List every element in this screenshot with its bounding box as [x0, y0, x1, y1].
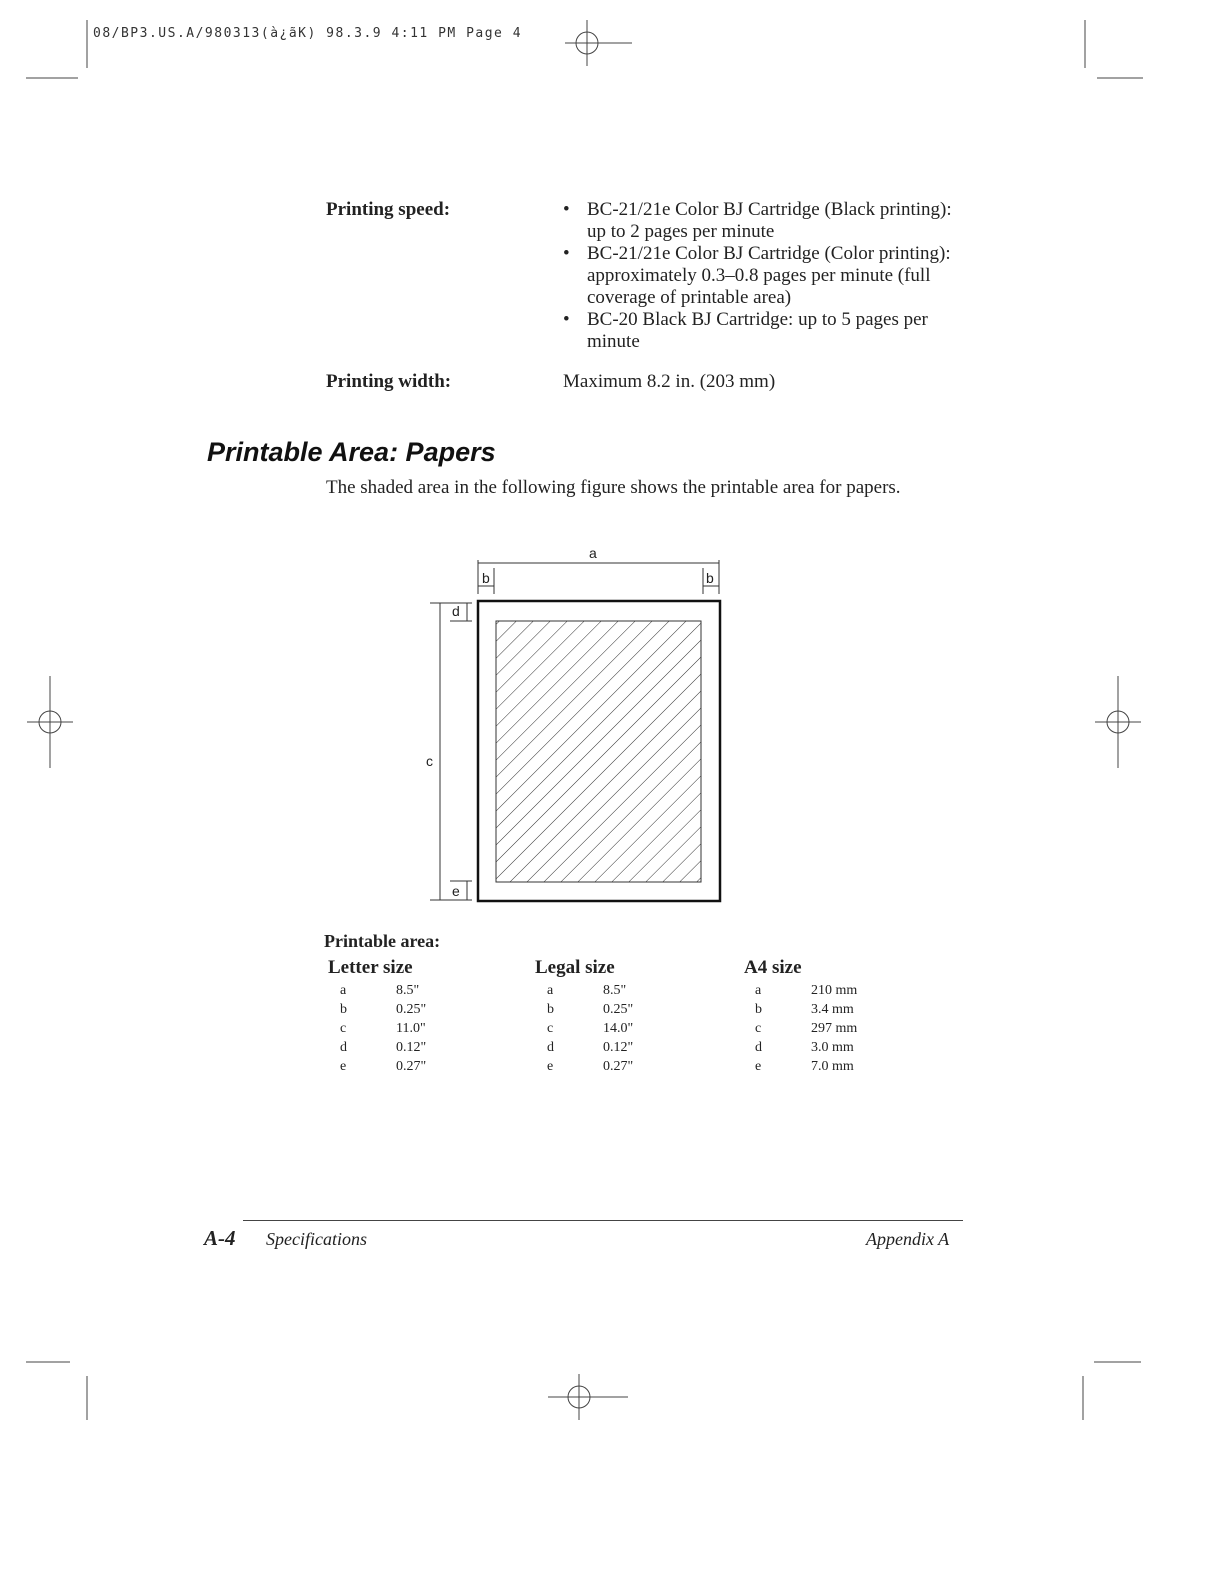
print-header: 08/BP3.US.A/980313(à¿ãK) 98.3.9 4:11 PM Page 4	[93, 26, 523, 41]
a4-row-e: e 7.0 mm	[755, 1059, 854, 1074]
a4-size-heading: A4 size	[744, 957, 802, 978]
figure-label-d: d	[452, 603, 460, 619]
printing-speed-item: • BC-21/21e Color BJ Cartridge (Black printing): up to 2 pages per minute	[563, 199, 973, 243]
footer-page-number: A-4	[204, 1226, 236, 1250]
letter-size-heading: Letter size	[328, 957, 413, 978]
figure-label-b-left: b	[482, 570, 490, 586]
printing-speed-item: • BC-20 Black BJ Cartridge: up to 5 pages per minute	[563, 309, 973, 353]
legal-size-heading: Legal size	[535, 957, 615, 978]
letter-row-c: c 11.0"	[340, 1021, 426, 1036]
printing-speed-item: • BC-21/21e Color BJ Cartridge (Color printing): approximately 0.3–0.8 pages per minute (full coverage of printable area)	[563, 243, 973, 309]
a4-row-a: a 210 mm	[755, 983, 858, 998]
footer-appendix: Appendix A	[866, 1229, 950, 1249]
a4-row-d: d 3.0 mm	[755, 1040, 854, 1055]
figure-label-c: c	[426, 753, 433, 769]
printing-width-label: Printing width:	[326, 371, 452, 392]
figure-label-b-right: b	[706, 570, 714, 586]
section-heading: Printable Area: Papers	[207, 437, 496, 467]
printing-speed-label: Printing speed:	[326, 199, 451, 220]
footer-section: Specifications	[266, 1229, 367, 1249]
letter-row-b: b 0.25"	[340, 1002, 427, 1017]
footer-rule	[243, 1220, 963, 1221]
legal-row-d: d 0.12"	[547, 1040, 634, 1055]
legal-row-b: b 0.25"	[547, 1002, 634, 1017]
a4-row-c: c 297 mm	[755, 1021, 858, 1036]
printing-width-value: Maximum 8.2 in. (203 mm)	[563, 371, 776, 392]
letter-row-a: a 8.5"	[340, 983, 420, 998]
legal-row-e: e 0.27"	[547, 1059, 634, 1074]
printable-area-shading	[496, 621, 701, 882]
legal-row-c: c 14.0"	[547, 1021, 634, 1036]
legal-row-a: a 8.5"	[547, 983, 627, 998]
letter-row-d: d 0.12"	[340, 1040, 427, 1055]
figure-label-a: a	[589, 545, 597, 561]
section-intro: The shaded area in the following figure shows the printable area for papers.	[326, 477, 901, 498]
printable-area-title: Printable area:	[324, 931, 441, 951]
figure-label-e: e	[452, 883, 460, 899]
letter-row-e: e 0.27"	[340, 1059, 427, 1074]
a4-row-b: b 3.4 mm	[755, 1002, 854, 1017]
